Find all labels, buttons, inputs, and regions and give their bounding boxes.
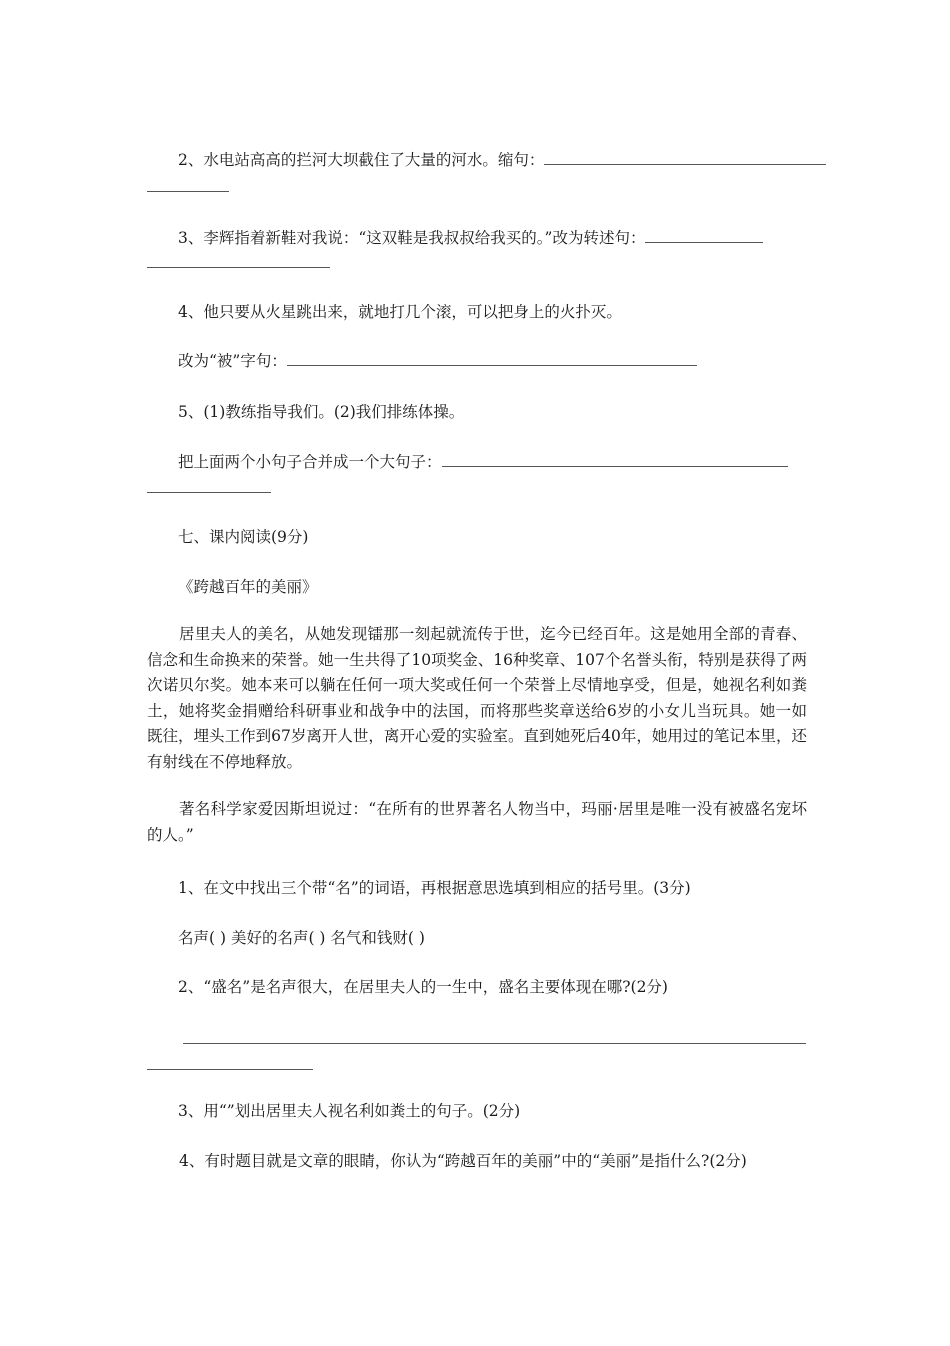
question-2-text: 2、水电站高高的拦河大坝截住了大量的河水。缩句： — [178, 151, 545, 169]
answer-blank-continuation[interactable] — [147, 267, 330, 268]
passage-paragraph-2-text: 著名科学家爱因斯坦说过：“在所有的世界著名人物当中，玛丽·居里是唯一没有被盛名宠坏的人。” — [147, 800, 807, 844]
reading-question-1-fill[interactable]: 名声( ) 美好的名声( ) 名气和钱财( ) — [178, 929, 425, 947]
passage-paragraph-2 — [147, 797, 807, 848]
passage-paragraph-1-text: 居里夫人的美名，从她发现镭那一刻起就流传于世，迄今已经百年。这是她用全部的青春、信念和生命换来的荣誉。她一生共得了10项奖金、16种奖章、107个名誉头衔，特别是获得了两次诺贝尔奖。她本来可以躺在任何一项大奖或任何一个荣誉上尽情地享受，但是，她视名利如粪土，她将奖金捐赠给科研事业和战争中的法国，而将那些奖章送给6岁的小女儿当玩具。她一如既往，埋头工作到67岁离开人世，离开心爱的实验室。直到她死后40年，她用过的笔记本里，还有射线在不停地释放。 — [147, 625, 807, 771]
answer-blank-continuation[interactable] — [147, 191, 229, 192]
reading-question-2: 2、“盛名”是名声很大，在居里夫人的一生中，盛名主要体现在哪?(2分) — [178, 978, 668, 996]
reading-question-4-text: 4、有时题目就是文章的眼睛，你认为“跨越百年的美丽”中的“美丽”是指什么?(2分) — [179, 1152, 747, 1170]
reading-question-4 — [147, 1148, 807, 1174]
answer-blank[interactable] — [645, 228, 763, 243]
passage-title: 《跨越百年的美丽》 — [178, 578, 318, 596]
question-5 — [178, 401, 808, 423]
answer-line[interactable] — [183, 1043, 806, 1044]
answer-blank[interactable] — [442, 452, 788, 467]
question-3 — [178, 227, 808, 249]
question-5-text: 5、(1)教练指导我们。(2)我们排练体操。 — [178, 403, 465, 421]
question-5-prompt-text: 把上面两个小句子合并成一个大句子： — [178, 453, 442, 471]
answer-blank[interactable] — [287, 351, 697, 366]
reading-question-1: 1、在文中找出三个带“名”的词语，再根据意思选填到相应的括号里。(3分) — [178, 879, 691, 897]
passage-paragraph-1 — [147, 622, 807, 775]
section-heading: 七、课内阅读(9分) — [178, 528, 309, 546]
question-4 — [178, 301, 808, 323]
question-4-text: 4、他只要从火星跳出来，就地打几个滚，可以把身上的火扑灭。 — [178, 303, 622, 321]
question-4-prompt — [178, 350, 808, 372]
answer-blank-continuation[interactable] — [147, 492, 271, 493]
question-2 — [178, 149, 808, 171]
answer-blank[interactable] — [544, 150, 826, 165]
question-3-text: 3、李辉指着新鞋对我说：“这双鞋是我叔叔给我买的。”改为转述句： — [178, 229, 646, 247]
reading-question-3: 3、用“”划出居里夫人视名利如粪土的句子。(2分) — [178, 1102, 521, 1120]
answer-line-continuation[interactable] — [147, 1069, 313, 1070]
question-5-prompt — [178, 451, 808, 473]
question-4-prompt-text: 改为“被”字句： — [178, 352, 287, 370]
